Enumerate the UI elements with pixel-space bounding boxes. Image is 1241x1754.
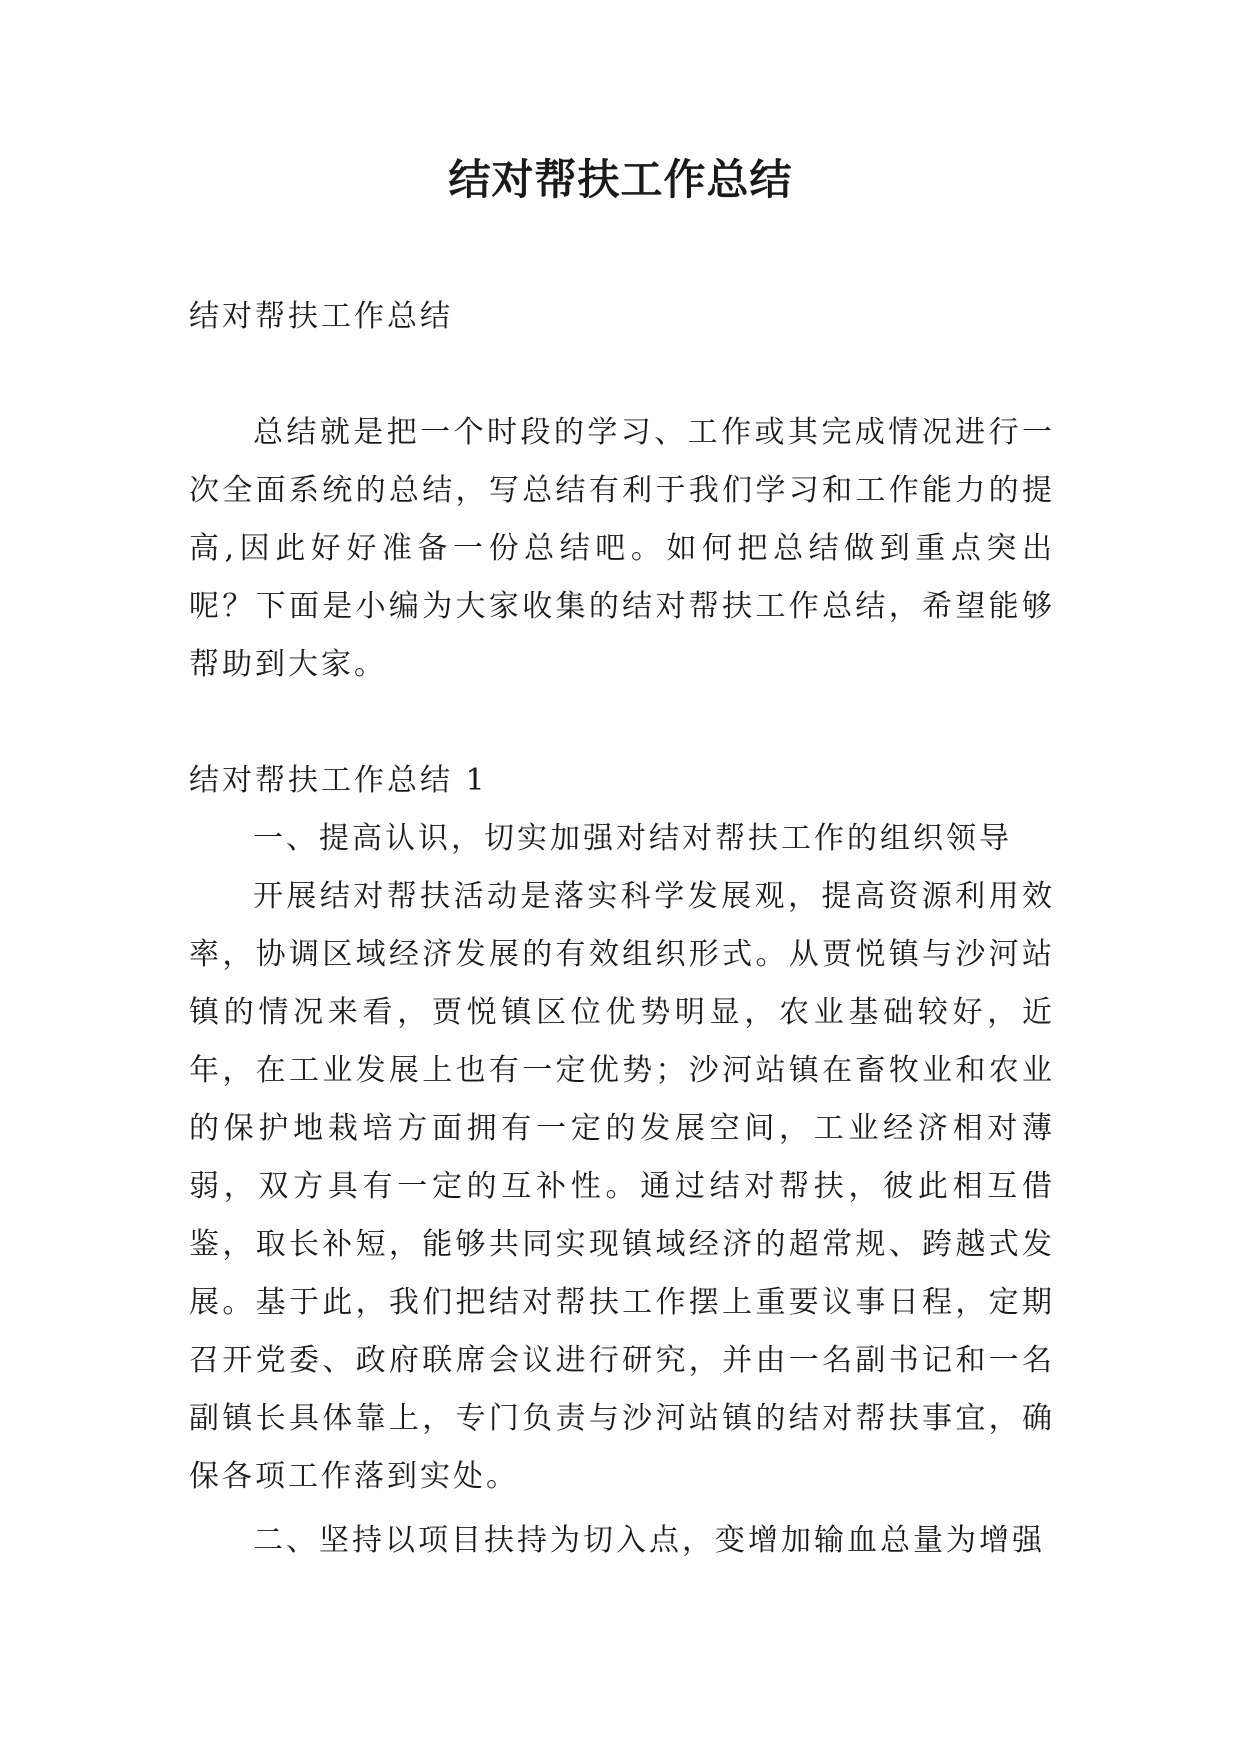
point-heading-2: 二、坚持以项目扶持为切入点，变增加输血总量为增强 [253,1523,1045,1558]
section-heading: 结对帮扶工作总结 1 [189,763,488,798]
document-subtitle: 结对帮扶工作总结 [189,299,453,334]
document-body [189,288,1055,1570]
intro-paragraph: 总结就是把一个时段的学习、工作或其完成情况进行一次全面系统的总结，写总结有利于我们学习和工作能力的提高,因此好好准备一份总结吧。如何把总结做到重点突出呢？下面是小编为大家收集的结对帮扶工作总结，希望能够帮助到大家。 [189,415,1055,682]
document-title: 结对帮扶工作总结 [448,155,793,204]
point-heading-1: 一、提高认识，切实加强对结对帮扶工作的组织领导 [253,821,1012,856]
body-paragraph-1: 开展结对帮扶活动是落实科学发展观，提高资源利用效率，协调区域经济发展的有效组织形式。从贾悦镇与沙河站镇的情况来看，贾悦镇区位优势明显，农业基础较好，近年，在工业发展上也有一定优势；沙河站镇在畜牧业和农业的保护地栽培方面拥有一定的发展空间，工业经济相对薄弱，双方具有一定的互补性。通过结对帮扶，彼此相互借鉴，取长补短，能够共同实现镇域经济的超常规、跨越式发展。基于此，我们把结对帮扶工作摆上重要议事日程，定期召开党委、政府联席会议进行研究，并由一名副书记和一名副镇长具体靠上，专门负责与沙河站镇的结对帮扶事宜，确保各项工作落到实处。 [189,879,1055,1494]
